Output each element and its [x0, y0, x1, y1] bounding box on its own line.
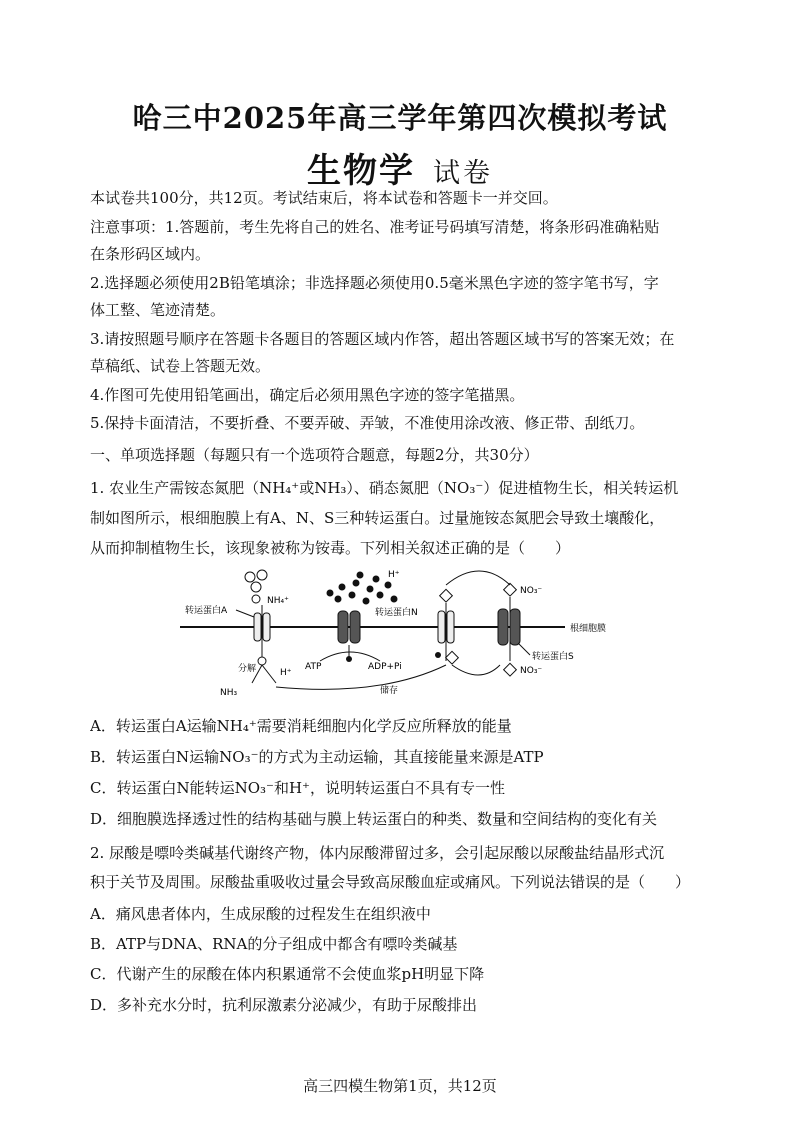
subject-title — [0, 143, 800, 192]
q1-option-d: D．细胞膜选择透过性的结构基础与膜上转运蛋白的种类、数量和空间结构的变化有关 — [90, 810, 658, 828]
label-store: 储存 — [380, 686, 399, 696]
section-heading: 一、单项选择题（每题只有一个选项符合题意，每题2分，共30分） — [90, 446, 539, 464]
note-3b: 草稿纸、试卷上答题无效。 — [90, 357, 271, 375]
ion-circle-icon — [251, 582, 261, 592]
note-2b: 体工整、笔迹清楚。 — [90, 301, 226, 319]
note-3a: 3.请按照题号顺序在答题卡各题目的答题区域内作答，超出答题区域书写的答案无效；在 — [90, 330, 675, 348]
ion-circle-icon — [257, 570, 267, 580]
label-no3-top: NO₃⁻ — [520, 586, 543, 596]
q1-option-b: B．转运蛋白N运输NO₃⁻的方式为主动运输，其直接能量来源是ATP — [90, 748, 544, 766]
no3-diamond-icon — [446, 651, 459, 664]
label-decompose: 分解 — [238, 664, 257, 674]
subject-name: 生物学 — [307, 151, 415, 191]
no3-diamond-icon — [504, 663, 517, 676]
q2-stem-1: 2. 尿酸是嘌呤类碱基代谢终产物，体内尿酸滞留过多，会引起尿酸以尿酸盐结晶形式沉 — [90, 844, 665, 862]
ion-circle-icon — [252, 595, 260, 603]
ion-circle-icon — [258, 657, 266, 665]
q1-stem-1: 1. 农业生产需铵态氮肥（NH₄⁺或NH₃）、硝态氮肥（NO₃⁻）促进植物生长，相关转运机 — [90, 479, 679, 497]
no3-diamond-icon — [440, 589, 453, 602]
q2-option-a: A．痛风患者体内，生成尿酸的过程发生在组织液中 — [90, 905, 431, 923]
label-h-bottom: H⁺ — [280, 668, 292, 678]
label-no3-bottom: NO₃⁻ — [520, 666, 543, 676]
q1-option-a: A．转运蛋白A运输NH₄⁺需要消耗细胞内化学反应所释放的能量 — [90, 717, 512, 735]
page-footer: 高三四模生物第1页，共12页 — [303, 1077, 497, 1095]
membrane-label: 根细胞膜 — [570, 624, 607, 634]
ion-circle-icon — [245, 572, 255, 582]
note-4: 4.作图可先使用铅笔画出，确定后必须用黑色字迹的签字笔描黑。 — [90, 386, 525, 404]
label-adp: ADP+Pi — [368, 662, 402, 672]
note-2a: 2.选择题必须使用2B铅笔填涂；非选择题必须使用0.5毫米黑色字迹的签字笔书写，字 — [90, 274, 659, 292]
note-5: 5.保持卡面清洁，不要折叠、不要弄破、弄皱，不准使用涂改液、修正带、刮纸刀。 — [90, 414, 645, 432]
exam-title: 哈三中2025年高三学年第四次模拟考试 — [132, 101, 668, 135]
label-transporter-s: 转运蛋白S — [532, 652, 574, 662]
q2-option-b: B．ATP与DNA、RNA的分子组成中都含有嘌呤类碱基 — [90, 935, 458, 953]
q1-option-c: C．转运蛋白N能转运NO₃⁻和H⁺，说明转运蛋白不具有专一性 — [90, 779, 505, 797]
no3-diamond-icon — [504, 583, 517, 596]
label-atp: ATP — [305, 662, 322, 672]
note-1b: 在条形码区域内。 — [90, 245, 211, 263]
notes-intro: 本试卷共100分，共12页。考试结束后，将本试卷和答题卡一并交回。 — [90, 189, 558, 207]
label-transporter-a: 转运蛋白A — [185, 606, 228, 616]
q2-option-c: C．代谢产生的尿酸在体内积累通常不会使血浆pH明显下降 — [90, 965, 485, 983]
paper-label: 试卷 — [433, 158, 493, 189]
q2-stem-2: 积于关节及周围。尿酸盐重吸收过量会导致高尿酸血症或痛风。下列说法错误的是（ ） — [90, 873, 691, 891]
transport-diagram — [180, 565, 620, 705]
label-transporter-n: 转运蛋白N — [375, 608, 418, 618]
proton-dots — [327, 572, 398, 605]
label-nh3: NH₃ — [220, 688, 238, 698]
label-h-top: H⁺ — [388, 570, 400, 580]
label-nh4: NH₄⁺ — [267, 596, 289, 606]
q1-stem-2: 制如图所示，根细胞膜上有A、N、S三种转运蛋白。过量施铵态氮肥会导致土壤酸化， — [90, 509, 665, 527]
q1-stem-3: 从而抑制植物生长，该现象被称为铵毒。下列相关叙述正确的是（ ） — [90, 539, 571, 557]
note-1a: 注意事项：1.答题前，考生先将自己的姓名、准考证号码填写清楚，将条形码准确粘贴 — [90, 218, 660, 236]
q2-option-d: D．多补充水分时，抗利尿激素分泌减少，有助于尿酸排出 — [90, 996, 478, 1014]
